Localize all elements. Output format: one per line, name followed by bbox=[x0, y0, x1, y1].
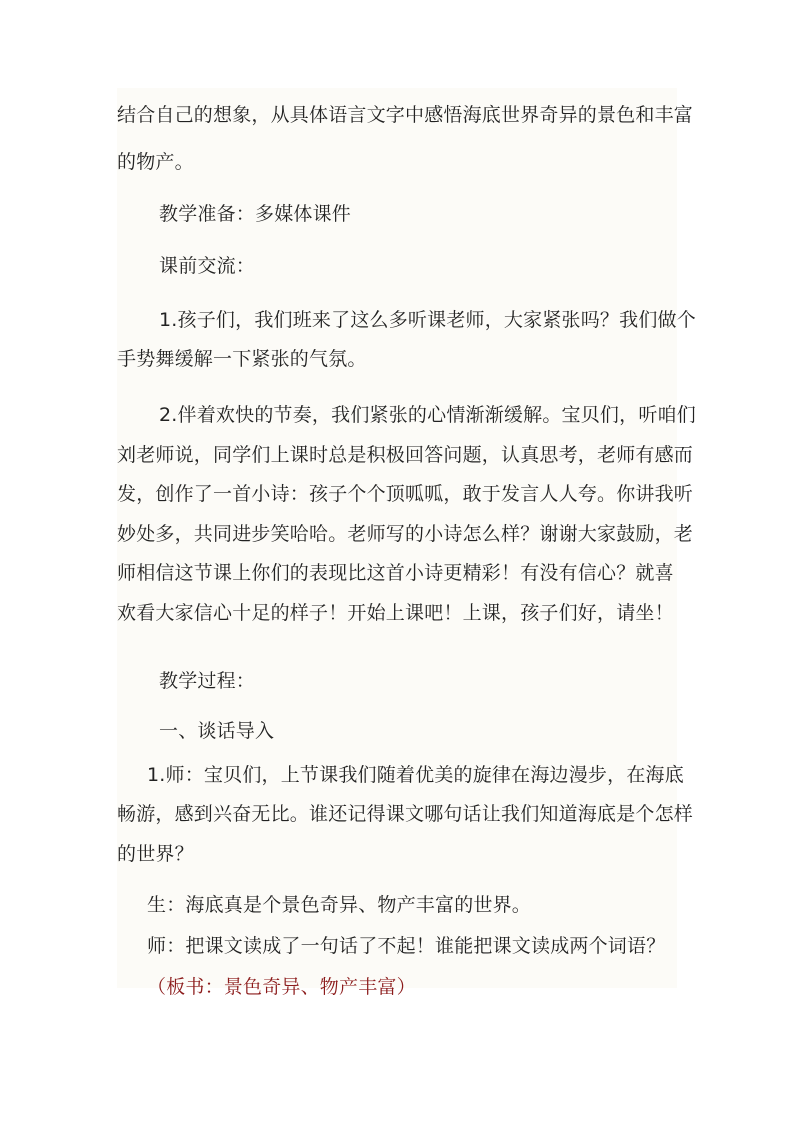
paragraph-line: 妙处多，共同进步笑哈哈。老师写的小诗怎么样？谢谢大家鼓励，老 bbox=[117, 523, 694, 545]
paragraph-line: 师：把课文读成了一句话了不起！谁能把课文读成两个词语？ bbox=[147, 935, 666, 957]
paragraph-line: 的物产。 bbox=[117, 151, 194, 173]
board-note-line: （板书：景色奇异、物产丰富） bbox=[147, 976, 416, 998]
paragraph-line: 1.师：宝贝们，上节课我们随着优美的旋律在海边漫步，在海底 bbox=[147, 764, 684, 786]
paragraph-line: 教学过程： bbox=[159, 670, 256, 692]
paragraph-line: 的世界？ bbox=[117, 843, 194, 865]
paragraph-line: 一、谈话导入 bbox=[159, 720, 275, 742]
paragraph-line: 畅游，感到兴奋无比。谁还记得课文哪句话让我们知道海底是个怎样 bbox=[117, 803, 694, 825]
paragraph-line: 手势舞缓解一下紧张的气氛。 bbox=[117, 348, 367, 370]
paragraph-line: 生：海底真是个景色奇异、物产丰富的世界。 bbox=[147, 894, 532, 916]
paragraph-line: 教学准备：多媒体课件 bbox=[159, 203, 352, 225]
paragraph-line: 刘老师说，同学们上课时总是积极回答问题，认真思考，老师有感而 bbox=[117, 444, 694, 466]
paragraph-line: 2.伴着欢快的节奏，我们紧张的心情渐渐缓解。宝贝们，听咱们 bbox=[159, 404, 696, 426]
text-column bbox=[117, 88, 696, 998]
paragraph-line: 发，创作了一首小诗：孩子个个顶呱呱，敢于发言人人夸。你讲我听 bbox=[117, 483, 694, 505]
paragraph-line: 1.孩子们，我们班来了这么多听课老师，大家紧张吗？我们做个 bbox=[159, 309, 696, 331]
paragraph-line: 师相信这节课上你们的表现比这首小诗更精彩！有没有信心？就喜 bbox=[117, 562, 674, 584]
paragraph-line: 结合自己的想象，从具体语言文字中感悟海底世界奇异的景色和丰富 bbox=[117, 104, 694, 126]
paragraph-line: 课前交流： bbox=[159, 255, 256, 277]
paragraph-line: 欢看大家信心十足的样子！开始上课吧！上课，孩子们好，请坐！ bbox=[117, 602, 674, 624]
